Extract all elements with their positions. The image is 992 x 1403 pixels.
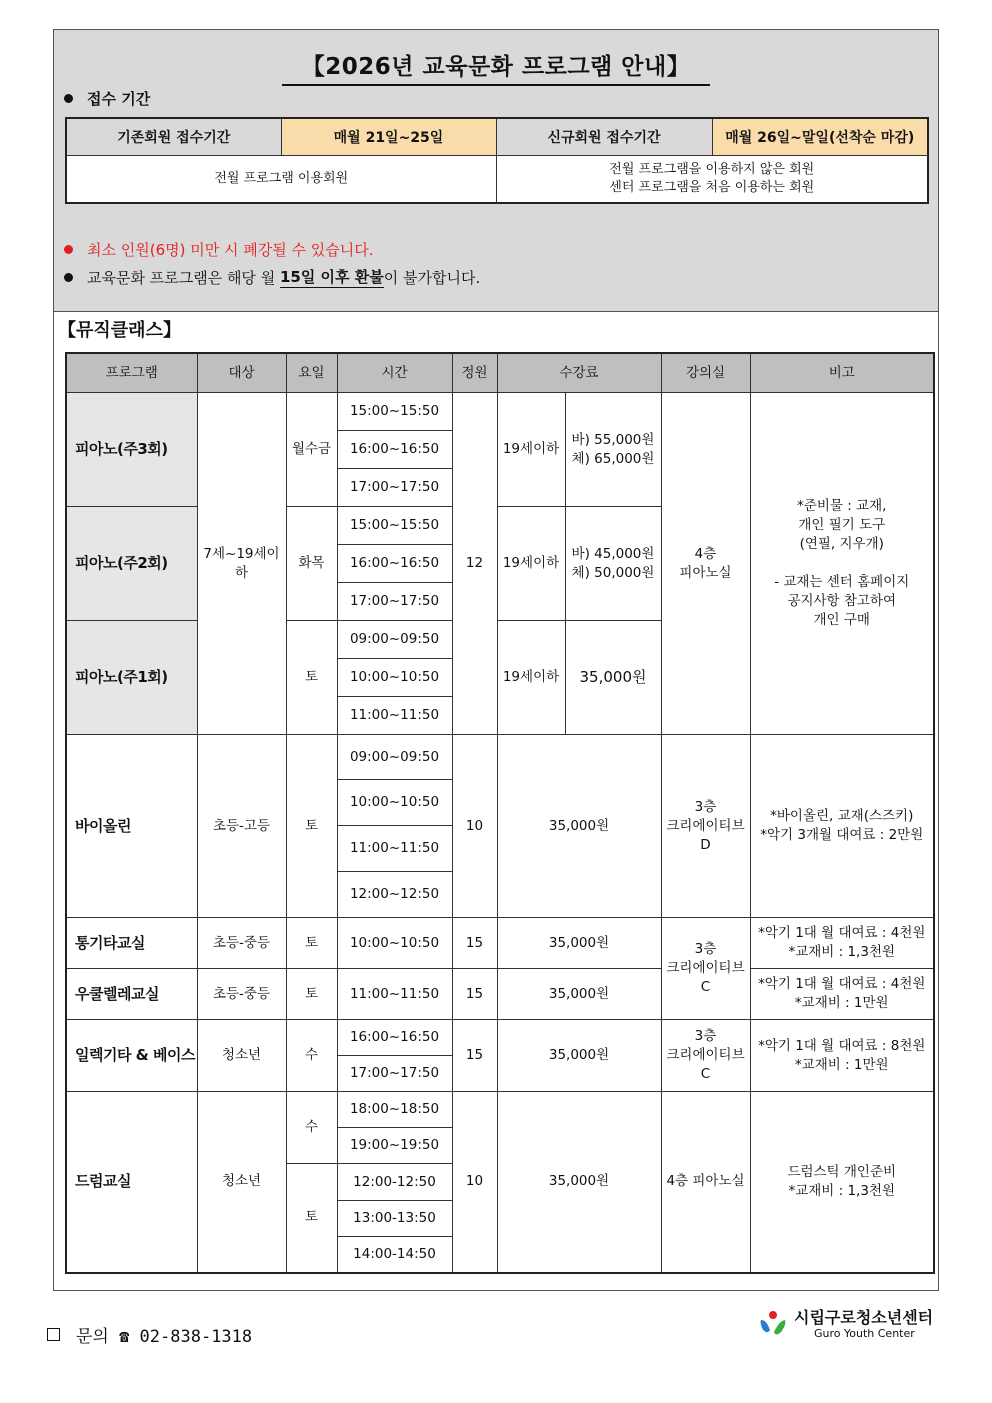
violin-note: *바이올린, 교재(스즈키) *악기 3개월 대여료 : 2만원 bbox=[750, 735, 934, 918]
piano-2x-day: 화목 bbox=[286, 507, 337, 621]
time-slot: 16:00~16:50 bbox=[337, 1020, 452, 1056]
electric-room: 3층 크리에이티브 C bbox=[661, 1020, 750, 1092]
violin-fee: 35,000원 bbox=[497, 735, 661, 918]
time-slot: 14:00-14:50 bbox=[337, 1237, 452, 1273]
piano-3x-age: 19세이하 bbox=[497, 393, 565, 507]
time-slot: 16:00~16:50 bbox=[337, 545, 452, 583]
guitar-target: 초등-중등 bbox=[197, 918, 286, 969]
ukulele-capacity: 15 bbox=[452, 969, 497, 1020]
registration-table bbox=[65, 117, 929, 204]
header-target: 대상 bbox=[197, 353, 286, 393]
time-slot: 15:00~15:50 bbox=[337, 507, 452, 545]
program-piano-3x: 피아노(주3회) bbox=[66, 393, 197, 507]
existing-label: 기존회원 접수기간 bbox=[66, 118, 281, 156]
org-subtitle: Guro Youth Center bbox=[814, 1326, 915, 1340]
program-electric-guitar-bass: 일렉기타 & 베이스 bbox=[66, 1020, 197, 1092]
time-slot: 10:00~10:50 bbox=[337, 918, 452, 969]
guitar-capacity: 15 bbox=[452, 918, 497, 969]
section-title: 【뮤직클래스】 bbox=[58, 320, 181, 341]
header-program: 프로그램 bbox=[66, 353, 197, 393]
time-slot: 16:00~16:50 bbox=[337, 431, 452, 469]
piano-2x-age: 19세이하 bbox=[497, 507, 565, 621]
new-period: 매월 26일~말일(선착순 마감) bbox=[712, 118, 928, 156]
bullet-icon bbox=[64, 245, 73, 254]
violin-target: 초등-고등 bbox=[197, 735, 286, 918]
ukulele-target: 초등-중등 bbox=[197, 969, 286, 1020]
org-name: 시립구로청소년센터 bbox=[794, 1307, 934, 1327]
time-slot: 17:00~17:50 bbox=[337, 469, 452, 507]
music-class-table bbox=[65, 352, 935, 1274]
electric-day: 수 bbox=[286, 1020, 337, 1092]
program-guitar: 통기타교실 bbox=[66, 918, 197, 969]
existing-desc: 전월 프로그램 이용회원 bbox=[66, 156, 496, 204]
program-violin: 바이올린 bbox=[66, 735, 197, 918]
time-slot: 09:00~09:50 bbox=[337, 735, 452, 780]
existing-period: 매월 21일~25일 bbox=[281, 118, 496, 156]
electric-target: 청소년 bbox=[197, 1020, 286, 1092]
piano-1x-fee: 35,000원 bbox=[565, 621, 661, 735]
time-slot: 11:00~11:50 bbox=[337, 826, 452, 872]
piano-target: 7세~19세이하 bbox=[197, 393, 286, 735]
time-slot: 12:00-12:50 bbox=[337, 1164, 452, 1201]
piano-1x-day: 토 bbox=[286, 621, 337, 735]
header-fee: 수강료 bbox=[497, 353, 661, 393]
drum-day-sat: 토 bbox=[286, 1164, 337, 1273]
time-slot: 17:00~17:50 bbox=[337, 1056, 452, 1092]
guitar-note: *악기 1대 월 대여료 : 4천원 *교재비 : 1,3천원 bbox=[750, 918, 934, 969]
guitar-ukulele-room: 3층 크리에이티브 C bbox=[661, 918, 750, 1020]
time-slot: 11:00~11:50 bbox=[337, 697, 452, 735]
electric-fee: 35,000원 bbox=[497, 1020, 661, 1092]
program-ukulele: 우쿨렐레교실 bbox=[66, 969, 197, 1020]
time-slot: 10:00~10:50 bbox=[337, 659, 452, 697]
notice-min-people: 최소 인원(6명) 미만 시 폐강될 수 있습니다. bbox=[64, 239, 373, 260]
violin-day: 토 bbox=[286, 735, 337, 918]
piano-room: 4층 피아노실 bbox=[661, 393, 750, 735]
time-slot: 10:00~10:50 bbox=[337, 780, 452, 826]
time-slot: 11:00~11:50 bbox=[337, 969, 452, 1020]
electric-capacity: 15 bbox=[452, 1020, 497, 1092]
org-logo bbox=[758, 1308, 933, 1340]
new-label: 신규회원 접수기간 bbox=[496, 118, 712, 156]
time-slot: 09:00~09:50 bbox=[337, 621, 452, 659]
time-slot: 12:00~12:50 bbox=[337, 872, 452, 918]
program-drum: 드럼교실 bbox=[66, 1092, 197, 1273]
drum-note: 드럼스틱 개인준비 *교재비 : 1,3천원 bbox=[750, 1092, 934, 1273]
notice-refund: 교육문화 프로그램은 해당 월 15일 이후 환불 이 불가합니다. bbox=[64, 266, 480, 288]
guro-logo-icon bbox=[758, 1308, 788, 1340]
header-day: 요일 bbox=[286, 353, 337, 393]
electric-note: *악기 1대 월 대여료 : 8천원 *교재비 : 1만원 bbox=[750, 1020, 934, 1092]
checkbox-square-icon bbox=[47, 1328, 60, 1341]
guitar-fee: 35,000원 bbox=[497, 918, 661, 969]
drum-day-wed: 수 bbox=[286, 1092, 337, 1164]
program-piano-1x: 피아노(주1회) bbox=[66, 621, 197, 735]
header-capacity: 정원 bbox=[452, 353, 497, 393]
program-piano-2x: 피아노(주2회) bbox=[66, 507, 197, 621]
registration-heading: 접수 기간 bbox=[64, 88, 150, 109]
time-slot: 15:00~15:50 bbox=[337, 393, 452, 431]
bullet-icon bbox=[64, 94, 73, 103]
drum-target: 청소년 bbox=[197, 1092, 286, 1273]
piano-note: *준비물 : 교재, 개인 필기 도구 (연필, 지우개) - 교재는 센터 홈페이지 공지사항 참고하여 개인 구매 bbox=[750, 393, 934, 735]
time-slot: 19:00~19:50 bbox=[337, 1128, 452, 1164]
violin-capacity: 10 bbox=[452, 735, 497, 918]
piano-capacity: 12 bbox=[452, 393, 497, 735]
piano-3x-fee: 바) 55,000원 체) 65,000원 bbox=[565, 393, 661, 507]
piano-1x-age: 19세이하 bbox=[497, 621, 565, 735]
violin-room: 3층 크리에이티브 D bbox=[661, 735, 750, 918]
drum-fee: 35,000원 bbox=[497, 1092, 661, 1273]
guitar-day: 토 bbox=[286, 918, 337, 969]
ukulele-day: 토 bbox=[286, 969, 337, 1020]
new-desc: 전월 프로그램을 이용하지 않은 회원 센터 프로그램을 처음 이용하는 회원 bbox=[496, 156, 928, 204]
time-slot: 13:00-13:50 bbox=[337, 1201, 452, 1237]
page-title: 【2026년 교육문화 프로그램 안내】 bbox=[282, 48, 710, 86]
time-slot: 17:00~17:50 bbox=[337, 583, 452, 621]
ukulele-note: *악기 1대 월 대여료 : 4천원 *교재비 : 1만원 bbox=[750, 969, 934, 1020]
bullet-icon bbox=[64, 273, 73, 282]
header-room: 강의실 bbox=[661, 353, 750, 393]
registration-section bbox=[54, 30, 938, 312]
drum-capacity: 10 bbox=[452, 1092, 497, 1273]
time-slot: 18:00~18:50 bbox=[337, 1092, 452, 1128]
header-time: 시간 bbox=[337, 353, 452, 393]
piano-3x-day: 월수금 bbox=[286, 393, 337, 507]
document-frame bbox=[53, 29, 939, 1291]
drum-room: 4층 피아노실 bbox=[661, 1092, 750, 1273]
ukulele-fee: 35,000원 bbox=[497, 969, 661, 1020]
header-note: 비고 bbox=[750, 353, 934, 393]
piano-2x-fee: 바) 45,000원 체) 50,000원 bbox=[565, 507, 661, 621]
contact-info: 문의 ☎ 02-838-1318 bbox=[47, 1322, 252, 1347]
